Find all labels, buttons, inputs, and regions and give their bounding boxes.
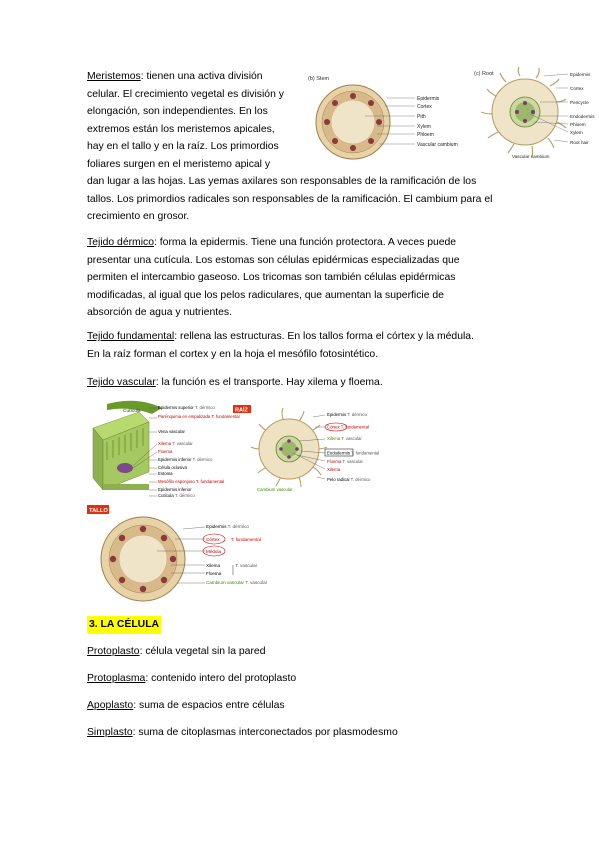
raiz-label-3: Endodermis T. fundamental (327, 450, 380, 456)
stem-label-pith: Pith (417, 114, 426, 120)
def-protoplasto: Protoplasto: célula vegetal sin la pared (87, 646, 266, 657)
tallo-label-3: Xilema T. vascular (206, 563, 258, 568)
tallo-badge: TALLO (89, 508, 108, 514)
raiz-label-2: Xilema T. vascular (327, 436, 362, 441)
tallo-label-1: Córtex T. fundamental (206, 537, 261, 542)
raiz-badge: RAÍZ (235, 407, 248, 414)
root-label-cortex: Cortex (570, 86, 584, 91)
def-protoplasma: Protoplasma: contenido intero del protoplasto (87, 673, 297, 684)
raiz-label-5: Xilema (327, 467, 341, 472)
tallo-diagram (87, 505, 287, 605)
leaf-diagram (87, 398, 240, 503)
leaf-label-5: Epidermis inferior T. dérmico (158, 457, 213, 462)
leaf-label-6: Célula oclusiva (158, 465, 187, 470)
raiz-label-1: Córtex T. fundamental (327, 424, 369, 430)
def-term-protoplasma: Protoplasma (87, 673, 146, 684)
root-label-xylem: Xylem (570, 130, 583, 135)
leaf-label-9: Epidermis inferior (158, 487, 192, 492)
stem-label-xylem: Xylem (417, 124, 431, 130)
raiz-label-cambium: Cambium vascular (257, 487, 293, 492)
leaf-label-0: Epidermis superior T. dérmico (158, 405, 215, 410)
def-apoplasto: Apoplasto: suma de espacios entre células (87, 700, 285, 711)
stem-label-phloem: Phloem (417, 132, 434, 138)
raiz-diagram (233, 405, 383, 505)
def-term-protoplasto: Protoplasto (87, 646, 140, 657)
raiz-label-6: Pelo radical T. dérmico (327, 477, 371, 482)
leaf-label-4: Floema (158, 449, 173, 454)
leaf-label-2: Vena vascular (158, 429, 185, 434)
stem-label-vascular-cambium: Vascular cambium (417, 142, 458, 148)
tejido-fundamental-term: Tejido fundamental (87, 331, 175, 342)
def-term-apoplasto: Apoplasto (87, 700, 134, 711)
root-label-epidermis: Epidermis (570, 72, 591, 77)
root-label-vascular-cambium: Vascular cambium (512, 154, 550, 159)
root-label-root-hair: Root hair (570, 140, 589, 145)
root-diagram (470, 66, 595, 162)
meristemos-term: Meristemos (87, 71, 141, 82)
raiz-label-4: Floema T. vascular (327, 459, 363, 464)
stem-diagram (305, 70, 465, 162)
leaf-label-10: Cutícula T. dérmico (158, 493, 195, 498)
tejido-fundamental-paragraph: Tejido fundamental: rellena las estructuras. En los tallos forma el córtex y la médula. En la raíz forman el cortex y en la hoja el mesófilo fotosintético. (87, 331, 474, 360)
tallo-label-5: Cambium vascular T. vascular (206, 580, 268, 585)
leaf-label-3: Xilema T. vascular (158, 441, 193, 446)
leaf-label-7: Estoma (158, 471, 173, 476)
root-title: (c) Root (474, 71, 494, 77)
tejido-vascular-term: Tejido vascular (87, 377, 156, 388)
def-term-simplasto: Simplasto (87, 727, 133, 738)
tejido-dermico-term: Tejido dérmico (87, 237, 154, 248)
tejido-vascular-paragraph: Tejido vascular: la función es el transporte. Hay xilema y floema. (87, 377, 383, 388)
leaf-label-1: Parénquima en empalizada T. fundamental (158, 414, 240, 419)
meristemos-paragraph: Meristemos: tienen una activa división celular. El crecimiento vegetal es división y elongación, son independientes. En los extremos están los meristemos apicales, hay en el tallo y en la raíz. Los primordios foliares surgen en el meristemo apical y dan lugar a las hojas. Las yemas axilares son responsables de la ramificación de los tallos. Los primordios radicales son responsables de la ramificación. El cambium para el crecimiento en grosor. (87, 71, 493, 222)
leaf-label-8: Mesófilo esponjoso T. fundamental (158, 479, 225, 484)
root-label-endodermis: Endodermis (570, 114, 595, 119)
stem-title: (b) Stem (308, 76, 330, 82)
stem-label-cortex: Cortex (417, 104, 432, 110)
stem-label-epidermis: Epidermis (417, 96, 440, 102)
tallo-label-2: Médula (206, 549, 222, 554)
section-3-heading: 3. LA CÉLULA (87, 616, 161, 634)
leaf-left-label-cuticula: Cutícula (123, 409, 141, 414)
def-simplasto: Simplasto: suma de citoplasmas interconectados por plasmodesmo (87, 727, 398, 738)
root-label-pericycle: Pericycle (570, 100, 589, 105)
tallo-label-0: Epidermis T. dérmico (206, 524, 249, 529)
tejido-dermico-paragraph: Tejido dérmico: forma la epidermis. Tiene una función protectora. A veces puede presentar una cutícula. Los estomas son células epidérmicas especializadas que permiten el intercambio gaseoso. Los tricomas son también células epidérmicas modificadas, al igual que los pelos radiculares, que aumentan la superficie de absorción de agua y nutrientes. (87, 237, 460, 318)
root-label-phloem: Phloem (570, 122, 586, 127)
raiz-label-0: Epidermis T. dérmico (327, 412, 368, 417)
tallo-label-4: Floema (206, 571, 222, 576)
